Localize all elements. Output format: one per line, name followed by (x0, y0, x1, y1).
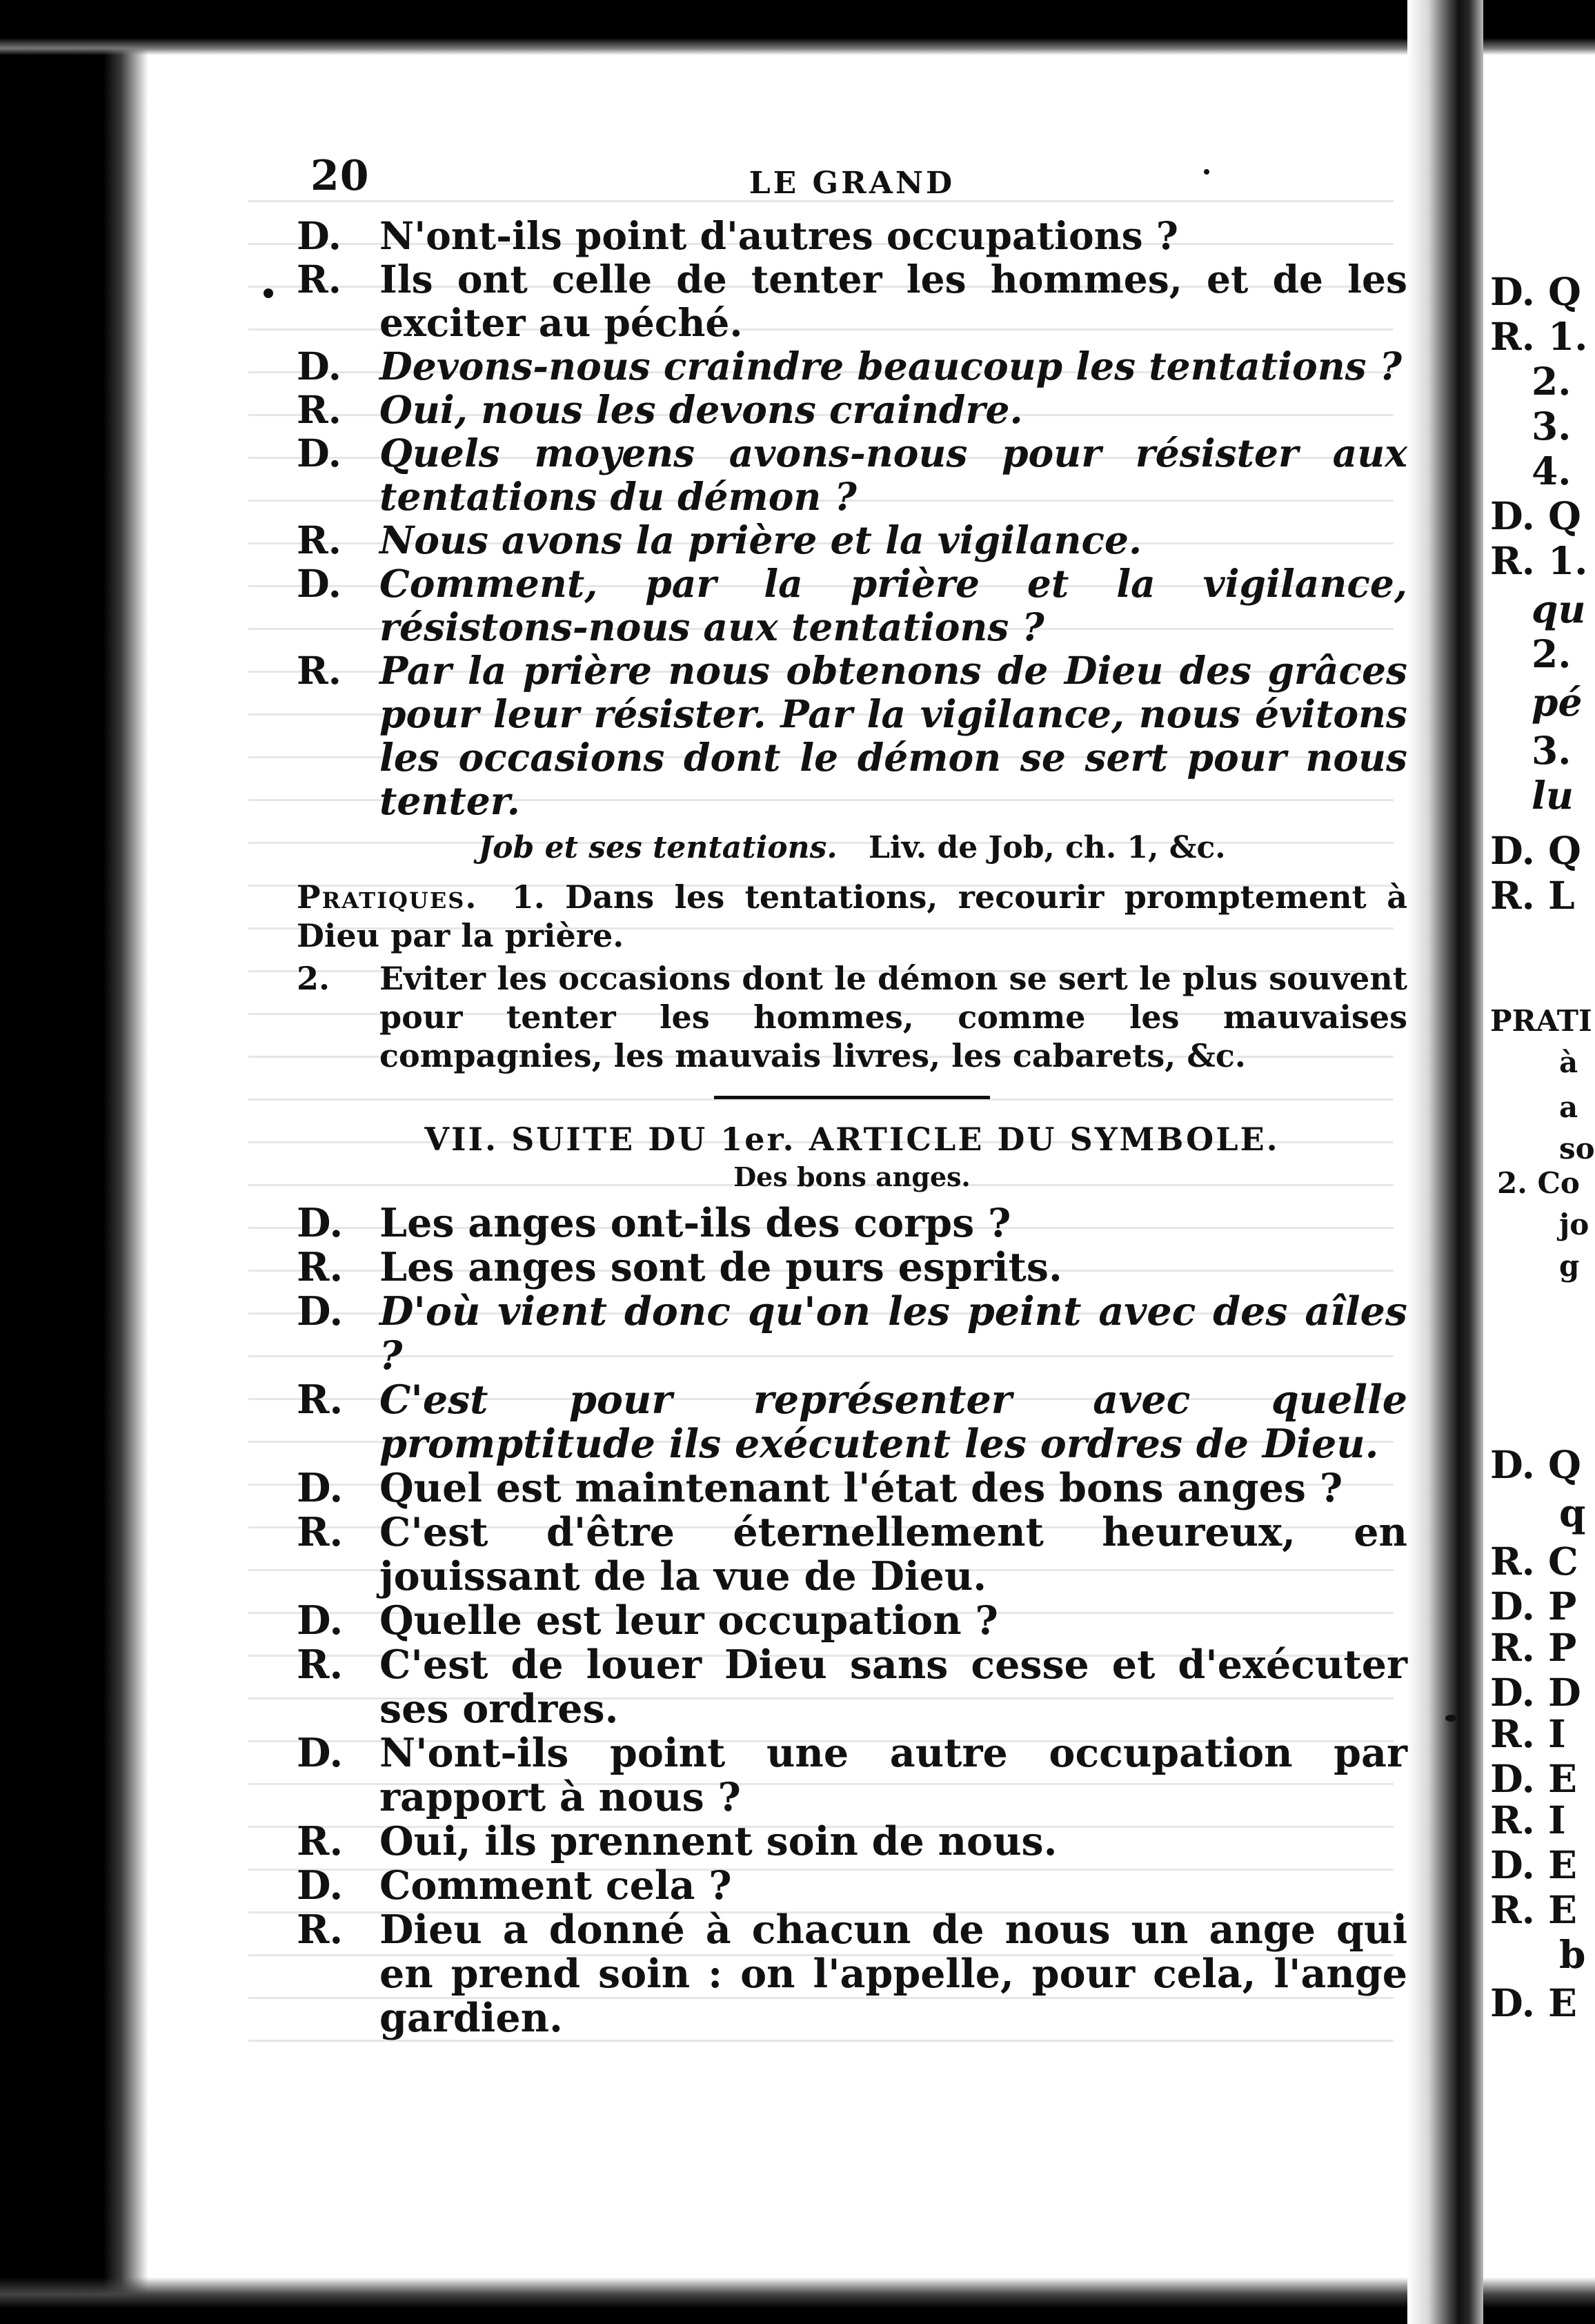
qa-block-good-angels (297, 1201, 1407, 2040)
qa-label: R. (297, 1509, 344, 1555)
running-head: LE GRAND (749, 166, 955, 201)
ink-speck (1204, 169, 1209, 175)
qa-label: D. (297, 1730, 344, 1776)
qa-label: D. (297, 561, 341, 606)
facing-page-text: b (1559, 1932, 1586, 1977)
facing-page-text: jo (1559, 1208, 1589, 1241)
qa-label: D. (297, 344, 341, 388)
facing-page-text: D. Q (1490, 828, 1581, 873)
qa-text: Par la prière nous obtenons de Dieu des grâces pour leur résister. Par la vigilance, nous évitons les occasions dont le démon se sert pour nous tenter. (379, 648, 1407, 823)
facing-page-text: 2. Co (1497, 1166, 1580, 1200)
facing-page-text: q (1559, 1490, 1586, 1535)
qa-label: R. (297, 1244, 344, 1290)
answer (297, 518, 1407, 562)
ink-speck (264, 288, 273, 298)
ink-speck (1445, 1715, 1456, 1722)
qa-label: R. (297, 648, 341, 693)
qa-text: Les anges ont-ils des corps ? (379, 1200, 1011, 1246)
qa-text: Dieu a donné à chacun de nous un ange qui en prend soin : on l'appelle, pour cela, l'ange gardien. (379, 1907, 1407, 2041)
answer (297, 1820, 1407, 1864)
section-divider (714, 1096, 990, 1099)
qa-text: C'est de louer Dieu sans cesse et d'exécuter ses ordres. (379, 1642, 1407, 1732)
qa-text: C'est pour représenter avec quelle promptitude ils exécutent les ordres de Dieu. (379, 1377, 1407, 1467)
facing-page-text: D. E (1490, 1980, 1577, 2025)
qa-label: R. (297, 1818, 344, 1864)
pratique-number: 1. (511, 878, 545, 916)
qa-text: Les anges sont de purs esprits. (379, 1244, 1062, 1290)
answer (297, 257, 1407, 344)
facing-page-text: R. E (1490, 1887, 1577, 1932)
facing-page-text: D. E (1490, 1842, 1577, 1887)
section-subtitle: Des bons anges. (733, 1161, 971, 1192)
question (297, 1201, 1407, 1245)
facing-page-text: R. C (1490, 1539, 1578, 1584)
facing-page-text: D. D (1490, 1670, 1581, 1715)
page-number: 20 (310, 152, 370, 200)
question (297, 1731, 1407, 1820)
facing-page-text: R. P (1490, 1625, 1577, 1670)
qa-text: Oui, nous les devons craindre. (379, 387, 1023, 432)
facing-page-text: D. Q (1490, 269, 1581, 314)
qa-label: R. (297, 1907, 344, 1953)
answer (297, 1378, 1407, 1466)
facing-page-text: 4. (1532, 449, 1572, 493)
qa-label: D. (297, 1465, 344, 1511)
facing-page-text: 3. (1532, 728, 1572, 773)
scan-bottom-edge (0, 2277, 1595, 2324)
facing-page-text: D. Q (1490, 1442, 1581, 1487)
facing-page-text: D. E (1490, 1756, 1577, 1801)
facing-page-text: D. Q (1490, 493, 1581, 538)
facing-page-text: so (1559, 1132, 1595, 1165)
qa-text: Quelle est leur occupation ? (379, 1597, 998, 1644)
facing-page-text: g (1559, 1249, 1580, 1283)
answer (297, 1510, 1407, 1599)
book-gutter (1407, 0, 1483, 2324)
qa-text: D'où vient donc qu'on les peint avec des aîles ? (379, 1288, 1407, 1379)
question (297, 1599, 1407, 1643)
pratiques-label: Pratiques. (297, 878, 478, 916)
facing-page-text: R. 1. (1490, 314, 1588, 359)
qa-text: Ils ont celle de tenter les hommes, et de les exciter au péché. (379, 257, 1407, 345)
question (297, 1290, 1407, 1378)
qa-text: Comment, par la prière et la vigilance, résistons-nous aux tentations ? (379, 561, 1407, 649)
facing-page-text: à (1559, 1045, 1578, 1079)
facing-page-text: 3. (1532, 404, 1572, 449)
qa-text: Devons-nous craindre beaucoup les tentations ? (379, 344, 1403, 388)
question (297, 344, 1407, 388)
pratiques (297, 878, 1407, 1075)
facing-page-text: R. L (1490, 873, 1575, 918)
facing-page-text: qu (1532, 587, 1586, 631)
facing-page-text: D. P (1490, 1584, 1577, 1628)
qa-label: D. (297, 1597, 344, 1644)
pratique-item-2 (297, 959, 1407, 1075)
qa-label: D. (297, 1200, 344, 1246)
question (297, 214, 1407, 257)
facing-page-text: 2. (1532, 359, 1572, 404)
question (297, 1864, 1407, 1908)
qa-label: R. (297, 387, 341, 432)
qa-label: R. (297, 1377, 344, 1423)
qa-block-temptations (297, 214, 1407, 823)
qa-label: D. (297, 213, 341, 258)
qa-label: R. (297, 1642, 344, 1688)
qa-text: Quel est maintenant l'état des bons anges ? (379, 1465, 1343, 1511)
page-header (297, 138, 1407, 214)
section-title: VII. SUITE DU 1er. ARTICLE DU SYMBOLE. (424, 1121, 1280, 1158)
reference-title: Job et ses tentations. (478, 830, 838, 865)
facing-page-text: R. 1. (1490, 538, 1588, 583)
qa-text: N'ont-ils point d'autres occupations ? (379, 213, 1178, 258)
qa-text: Nous avons la prière et la vigilance. (379, 518, 1142, 562)
question (297, 1466, 1407, 1510)
qa-label: D. (297, 431, 341, 475)
pratique-text: Eviter les occasions dont le démon se sert le plus souvent pour tenter les hommes, comme les mauvaises compagnies, les mauvais livres, les cabarets, &c. (379, 960, 1407, 1074)
facing-page-text: R. I (1490, 1711, 1566, 1756)
scan-left-edge (0, 0, 148, 2324)
pratique-text: Dans les tentations, recourir promptement à Dieu par la prière. (297, 878, 1407, 954)
answer (297, 1643, 1407, 1731)
qa-text: C'est d'être éternellement heureux, en jouissant de la vue de Dieu. (379, 1509, 1407, 1599)
qa-text: N'ont-ils point une autre occupation par rapport à nous ? (379, 1730, 1407, 1820)
facing-page-text: R. I (1490, 1798, 1566, 1842)
qa-text: Comment cela ? (379, 1862, 732, 1909)
pratique-number: 2. (297, 960, 330, 997)
scan-top-edge (0, 0, 1595, 55)
qa-text: Oui, ils prennent soin de nous. (379, 1818, 1058, 1864)
facing-page-text: lu (1532, 773, 1574, 818)
scripture-reference (297, 828, 1407, 868)
qa-label: R. (297, 518, 341, 562)
facing-page-fragment (1476, 0, 1595, 2324)
facing-page-text: PRATI (1490, 1004, 1592, 1038)
qa-label: D. (297, 1862, 344, 1909)
facing-page-text: pé (1532, 680, 1583, 725)
reference-citation: Liv. de Job, ch. 1, &c. (869, 830, 1226, 865)
qa-text: Quels moyens avons-nous pour résister aux tentations du démon ? (379, 431, 1407, 519)
answer (297, 1908, 1407, 2040)
pratique-item-1 (297, 878, 1407, 955)
qa-label: R. (297, 257, 341, 302)
page-content (297, 138, 1407, 2056)
answer (297, 649, 1407, 823)
facing-page-text: a (1559, 1090, 1578, 1124)
question (297, 431, 1407, 518)
question (297, 562, 1407, 649)
answer (297, 1245, 1407, 1290)
qa-label: D. (297, 1288, 344, 1335)
answer (297, 388, 1407, 431)
facing-page-text: 2. (1532, 631, 1572, 676)
